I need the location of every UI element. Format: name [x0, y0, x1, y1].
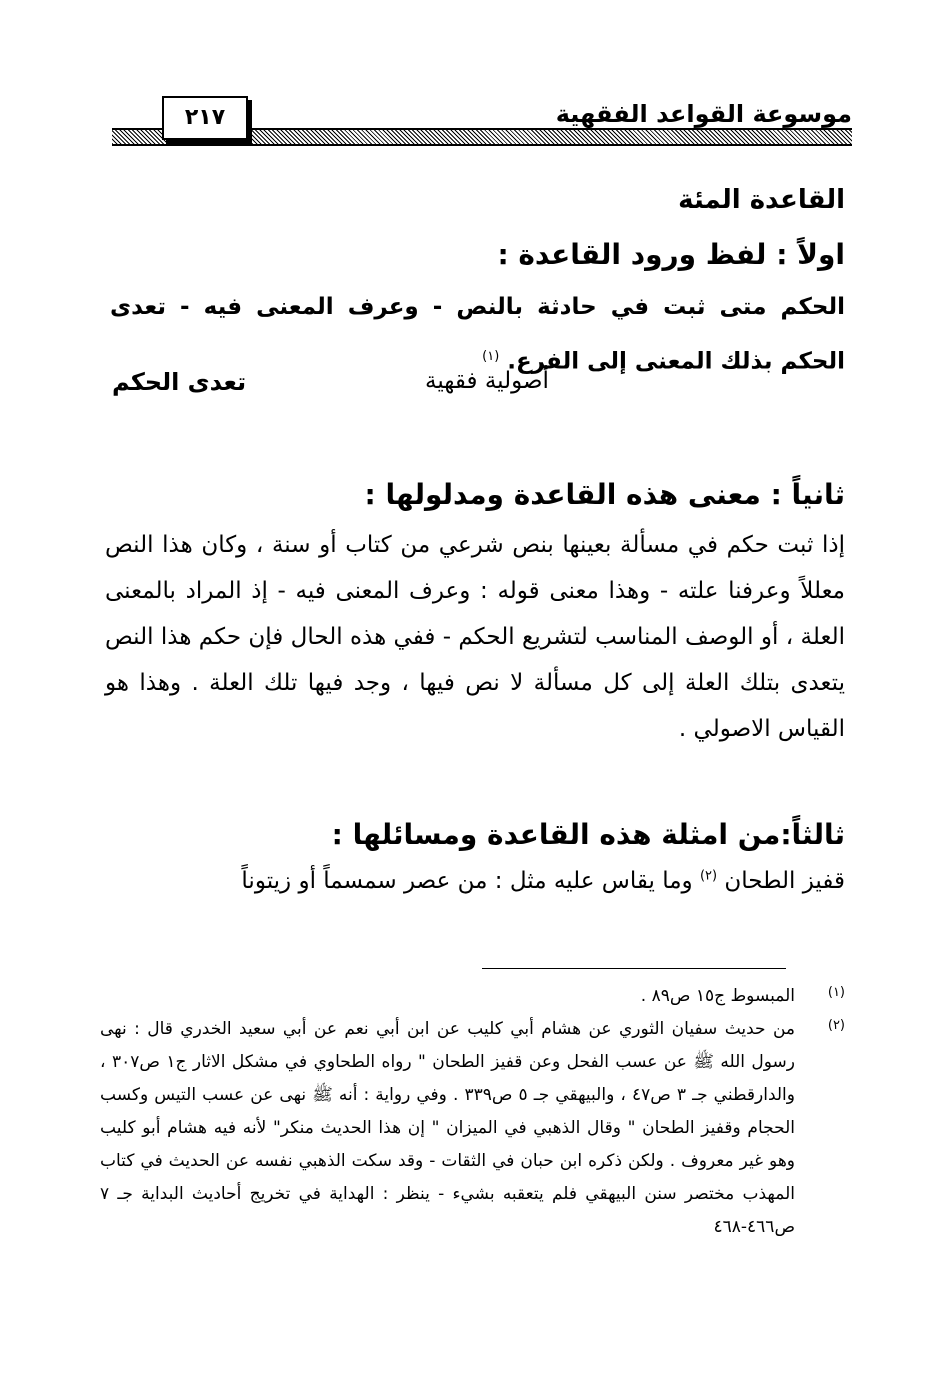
section1-heading: اولاً : لفظ ورود القاعدة : — [497, 238, 845, 271]
book-title: موسوعة القواعد الفقهية — [548, 100, 852, 128]
rule-type-label: أصولية فقهية — [425, 368, 549, 394]
section2-heading: ثانياً : معنى هذه القاعدة ومدلولها : — [364, 478, 845, 511]
footnote-ref-1: (١) — [482, 349, 500, 364]
section3-heading: ثالثاً:من امثلة هذه القاعدة ومسائلها : — [331, 818, 845, 851]
footnote-1 — [100, 980, 845, 1013]
rule-statement-text: الحكم متى ثبت في حادثة بالنص - وعرف المعنى فيه - تعدى الحكم بذلك المعنى إلى الفرع. — [110, 294, 845, 375]
rule-type-line — [112, 368, 852, 408]
section2-paragraph: إذا ثبت حكم في مسألة بعينها بنص شرعي من كتاب أو سنة ، وكان هذا النص معللاً وعرفنا علته - وهذا معنى قوله : وعرف المعنى فيه - إذ المراد بالمعنى العلة ، أو الوصف المناسب لتشريع الحكم - ففي هذه الحال فإن حكم هذا النص يتعدى بتلك العلة إلى كل مسألة لا نص فيها ، وجد فيها تلك العلة . وهذا هو القياس الاصولي . — [105, 532, 845, 742]
page-header — [112, 96, 852, 152]
footnote-2-number: (٢) — [827, 1018, 845, 1033]
footnote-ref-2: (٢) — [699, 868, 718, 884]
footnote-1-text: المبسوط ج١٥ ص٨٩ . — [640, 986, 795, 1006]
section3-paragraph — [241, 868, 845, 894]
footnote-2-text: من حديث سفيان الثوري عن هشام أبي كليب عن ابن أبي نعم عن أبي سعيد الخدري قال : نهى رسول الله ﷺ عن عسب الفحل وعن قفيز الطحان " رواه الطحاوي في مشكل الاثار ج١ ص٣٠٧ ، والدارقطني جـ ٣ ص٤٧ ، والبيهقي جـ ٥ ص٣٣٩ . وفي رواية : أنه ﷺ نهى عن عسب التيس وكسب الحجام وقفيز الطحان " وقال الذهبي في الميزان " إن هذا الحديث منكر" لأنه فيه هشام أبو كليب وهو غير معروف . ولكن ذكره ابن حبان في الثقات - وقد سكت الذهبي نفسه عن الحديث في كتاب المهذب مختصر سنن البيهقي فلم يتعقبه بشيء - ينظر : الهداية في تخريج أحاديث البداية جـ ٧ ص٤٦٦-٤٦٨ — [100, 1019, 796, 1237]
section3-text-start: قفيز الطحان — [724, 868, 845, 894]
footnote-separator — [482, 968, 786, 969]
section3-text-end: وما يقاس عليه مثل : من عصر سمسماً أو زيتوناً — [241, 868, 693, 894]
page-number: ٢١٧ — [162, 96, 248, 140]
rule-title: القاعدة المئة — [678, 185, 845, 215]
footnotes — [100, 980, 845, 1244]
rule-type-value: تعدى الحكم — [112, 368, 247, 396]
footnote-1-number: (١) — [827, 985, 845, 1000]
footnote-2 — [100, 1013, 845, 1244]
